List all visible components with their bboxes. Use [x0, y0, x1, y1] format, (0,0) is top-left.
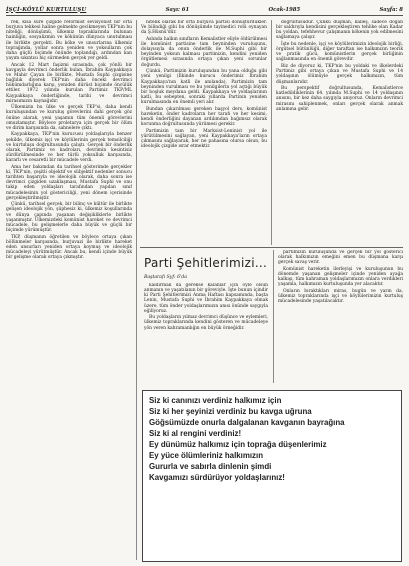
poem-line: Göğsümüzde onurla dalgalanan kavganın bayrağına: [149, 418, 345, 427]
column-divider: [273, 250, 274, 383]
paragraph: Biz de diyoruz ki, TKP'nin bu yoldaki ve ilkelerdeki Partimiz gibi ortaya çıkan ve Mustafa Suphi ve 14 yoldaşının ölümüyle gerçek halkımızın, tüm düşmanlarıdır.: [276, 64, 403, 85]
paragraph: Kaypakkaya, TKP'nin kurucusu yoldaşlarıyla benzer şekilde, ülkemiz işçi ve köylülerinin gerçek temsilciliği ve kurtuluşu doğrultusunda çalıştı. Gerçek bir önderlik olarak, Partimiz ve kadroları, devrimin kesintisiz sürdürülmesinde ve her türlü yoksulluk karşısında, kararlı ve cesaretli bir mücadele verdi.: [6, 132, 132, 164]
paragraph: partimizin kuruluşunda ve gerçek bir yol gösterici olarak halkımızın emeğini emen bu düşmana karşı gerçek savaş verir.: [278, 250, 403, 266]
paragraph: rek, kısa süre çizgide reformist sevisyonist bir orta burjuva tekkesi haline gelmekte gecikmeyen TKP'nin bu niteliği, dönüşümü, ülkemiz topraklarında bulunan hainliğin, sosyalizmin ve kökünün dünyaca unutulması ile birlikte gerçekti. Bu köke ve unsurlarına ülkemiz toprağında, yollar sonra yeniden ve yoksulların çok daha güçlü biçimde önünde toplandığı, ardından kan yayım sıkıntısı hiç sürmeden gerçek yer geldi.: [6, 20, 132, 62]
poem-line: Ey yüce ölümleriniz halkımızın: [149, 451, 264, 460]
column-divider: [136, 20, 137, 560]
newspaper-name: İŞÇİ-KÖYLÜ KURTULUŞU: [6, 6, 87, 13]
issue-number: Sayı: 61: [165, 6, 190, 13]
article-column-2: [141, 20, 267, 252]
page-header: [6, 4, 403, 16]
poem-line: Siz ki al rengini verdiniz!: [149, 429, 242, 438]
paragraph: nitelik olarak bir orta burjuva partisi dönüştürdükler. Ve bilindiği gibi bu dönüşümde tayinedici rolü oynayan da Ş.Hüsnü'dür.: [141, 20, 267, 36]
article-column-4: [144, 283, 268, 383]
article-title: Parti Şehitlerimizi...: [144, 256, 268, 270]
poem-line: Siz ki her şeyinizi verdiniz bu kavga uğruna: [149, 407, 312, 416]
paragraph: TKP, düşmanın öğretilen ve böylece ortaya çıkan bölünmeler karşısında, burjuvazi ile birlikte hareket eden unsurları yeniden ortaya koymuş ve ideolojik mücadeleyi yürütmüştür. Ancak bu, kendi içinde büyük bir gelişme olarak ortaya çıkmıştır.: [6, 234, 132, 261]
poem-line: Ey dünümüz halkımız için toprağa düşenlerimiz: [149, 440, 327, 449]
paragraph: Partimizin tam bir Marksist-Leninist yol ile yürütülmesini sağlayan, yeni Kaypakkaya'ların ortaya çıkmasını sağlayarak, her ne pahasına olursa olsun, bu ideolojik çizgide ısrar etmektir.: [141, 128, 267, 150]
poem-line: Kavgamızı sürdürüyor yoldaşlarınız!: [149, 473, 285, 482]
article-subtitle: Baştarafı Syf: 6'da: [144, 275, 187, 280]
paragraph: Bu perspektif doğrultusunda, Kemalistlerce katledildiklerinin 64. yılında M.Suphi ve 14 yoldaşının anısını, bir kez daha saygıyla anıyoruz. Onların devrimci mirasını sahiplenmek, onları gerçek olarak anmak anlamına gelir.: [276, 86, 403, 112]
paragraph: Ancak 12 Mart faşizmi sırasında, çok yönlü bir kavgayla devrimci önderlik bulan, İbrahim Kaypakkaya ve Mahir Çayan ile birlikte, Mustafa Suphi çizgisine bağlılık diyerek TKP'nin daha önceki devrimci hükümdarlığına karşı, yeniden dürüst biçimde öncülük ettiler. 1972 yılında kurulan Partimiz TKP/ML Kaypakkaya önderliğinde, tarihi ve devrimci mirasımızın kaynağıdır.: [6, 62, 132, 104]
paragraph: Bu yoldaşların yılmaz devrimci düşünce ve eylemleri, ülkemiz topraklarında kendini gösteren ve mücadeleye yön veren kahramanlığın en büyük örneğidir.: [144, 315, 268, 331]
paragraph: doğrultusudur. Çünkü düşman, kalleş, sadece doğan bir saldırıyla kendisini gerçekleştiren tehlike olan Kadar bu yoldan, tefehhevur çalışmanın kökenin yok edilmesini sağlamaya çalışır.: [276, 20, 403, 41]
page-number: Sayfa: 8: [379, 6, 403, 13]
article-column-1: [6, 20, 132, 560]
paragraph: İşte bu nedenle, işçi ve köylülerimizin ideolojik birliği, örgütsel bütünlüğü, diğer taraftan ise halkımızın teorik ve pratik gücü, komünistlerin gerçek birliğinin sağlanmasında en önemli görevdir.: [276, 42, 403, 63]
paragraph: Komünist hareketin ilerleyişi ve kuruluşunun bu dönemde yaşanan gelişmeler içinde yeniden ayağa kalkışı, tüm kahraman yoldaşlarımızın onlara verdikleri yaşamla, halkımızın kurtuluşunda yer alacaktır.: [278, 266, 403, 288]
paragraph: Çünkü, Partimizin kuruluşundan bu yana olduğu gibi yeni yenilgi (İlkinde kurucu önderimiz İbrahim Kaypakkaya'nın katli ile anılanda), Partimizin tam beyninden vurulması ve bu yenilgilerin yol açtığı büyük bir boşluk meydana geldi. Kaypakkaya ve yoldaşlarının katli, bu sebepten, sonraki yıllarda Partinin yeniden kurulmasında en önemli yeri alır.: [141, 69, 267, 106]
poem-line: Gururla ve sabırla dinlenin şimdi: [149, 462, 272, 471]
article-column-5: [278, 250, 403, 383]
paragraph: Bundan çıkarılması gereken başyol ders, komünist hareketin, önder kadroların her tarafı ve her kesimi, kendi önderliğini dayanan ardılımdan bağımsız olarak korunma doğrultusunda yürümesi gerekir.: [141, 106, 267, 128]
paragraph: Onların bıraktıkları miras, bugün ve yarın da, ülkemiz topraklarında işçi ve köylülerimizin kurtuluş mücadelesinde yaşatılacaktır.: [278, 288, 403, 305]
paragraph: Ülkemizin bu ülke ve gerçek TKP'si, daha kendi kuruluşundan ve kuruluş görevlerini dahi gerçek göz önüne alarak, yeni yaşamın tüm önemli görevlerini omuzlamıştır. Böylece proletarya için gerçek bir ölüm ve dirim karşısında da, sahnelere çıktı.: [6, 105, 132, 131]
poem-box: [142, 390, 402, 562]
article-column-3: [276, 20, 403, 252]
issue-date: Ocak-1985: [268, 6, 301, 13]
paragraph: Aslında halkın sınıfların Kemalistler eliyle öldürülmesi ile komünist partisine tam beyninden vuruluşunu, dolayısıyla da onun önderlik ile M.Suphi gibi bir beyinden yoksun kalması partimizin, kendini yeniden örgütlemesi sırasında ortaya çıkan yeni sorunlar doğurdu.: [141, 36, 267, 68]
column-divider: [271, 20, 272, 245]
paragraph: Çünkü, tarihsel gerçek, bir bilinç ve kültür ile birlikte gelişen ideolojik yön, şüphesiz ki, ülkemiz koşullarında ve dünya çapında yaşanan değişikliklerle birlikte yaşanmıştır. Ülkemizdeki komünist hareket ve devrimci mücadele, bu gelişmelerle daha büyük ve güçlü bir biçimde yürümüştür.: [6, 202, 132, 234]
paragraph: Ama her bakımdan da tarihsel gösterimde gerçekler ki, TKP'nin, çeşitli objektif ve sübjektif nedenler sonucu tarihten başarıyla ve ideolojik olarak, daha sonra ise devrimci çizgiden uzaklaşması, Mustafa Suphi ve onu takip eden yoldaşları tarafından yapılan sınıf mücadelesinin yol göstericiliği, yeni dönem içerisinde gerçekleştirilmiştir.: [6, 164, 132, 201]
poem-line: Siz ki canınızı verdiniz halkımız için: [149, 396, 282, 405]
paragraph: kaldırmak da gerekse kalanlar için öyle olsun anmanın ve yaşatılanın bir göreviyle. İşte bunun içindir ki Parti Şehitlerimizi Anma Haftası kapsamında, başta Lenin, Mustafa Suphi ve İbrahim Kaypakkaya olmak üzere, tüm önder yoldaşlarımızın anısı önünde saygıyla eğiliyoruz.: [144, 283, 268, 314]
section-divider: [140, 247, 403, 248]
